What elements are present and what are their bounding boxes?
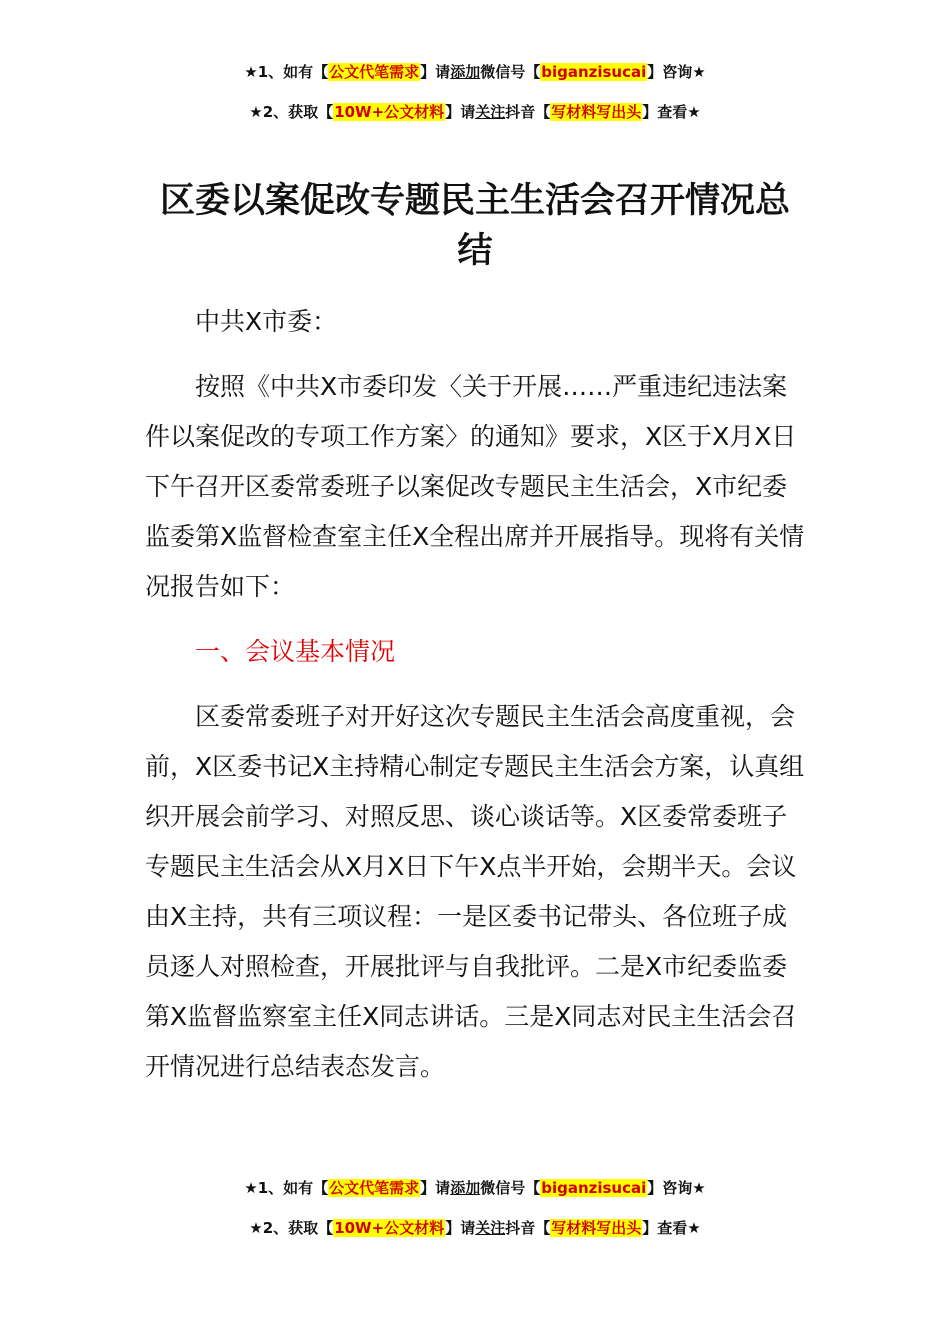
promo-banner-bottom xyxy=(0,1178,950,1258)
promo-highlight: biganzisucai xyxy=(541,1179,647,1197)
promo-line-2 xyxy=(0,102,950,122)
paragraph-intro xyxy=(145,362,810,612)
promo-underlined: 添加 xyxy=(450,1179,481,1197)
promo-text: 微信号【 xyxy=(480,63,541,81)
promo-text: 抖音【 xyxy=(505,103,551,121)
promo-highlight: 公文代笔需求 xyxy=(329,1179,420,1197)
salutation: 中共X市委： xyxy=(195,307,338,336)
promo-highlight: 写材料写出头 xyxy=(551,1219,642,1237)
promo-highlight: biganzisucai xyxy=(541,63,647,81)
promo-text: ★1、如有【 xyxy=(244,63,329,81)
promo-text: 抖音【 xyxy=(505,1219,551,1237)
promo-underlined: 关注 xyxy=(475,1219,506,1237)
paragraph-text: 区委常委班子对开好这次专题民主生活会高度重视，会前，X区委书记X主持精心制定专题民主生活会方案，认真组织开展会前学习、对照反思、谈心谈话等。X区委常委班子专题民主生活会从X月X日下午X点半开始，会期半天。会议由X主持，共有三项议程：一是区委书记带头、各位班子成员逐人对照检查，开展批评与自我批评。二是X市纪委监委第X监督监察室主任X同志讲话。三是X同志对民主生活会召开情况进行总结表态发言。 xyxy=(145,702,805,1081)
promo-text: 】咨询★ xyxy=(647,1179,706,1197)
promo-text: ★2、获取【 xyxy=(249,1219,334,1237)
promo-text: 微信号【 xyxy=(480,1179,541,1197)
promo-banner-top xyxy=(0,62,950,142)
promo-underlined: 添加 xyxy=(450,63,481,81)
promo-text: ★2、获取【 xyxy=(249,103,334,121)
promo-highlight: 写材料写出头 xyxy=(551,103,642,121)
promo-highlight: 公文代笔需求 xyxy=(329,63,420,81)
paragraph-meeting-basics xyxy=(145,692,810,1092)
promo-text: 】请 xyxy=(445,103,476,121)
promo-line-1 xyxy=(0,62,950,82)
document-title: 区委以案促改专题民主生活会召开情况总结 xyxy=(159,181,790,271)
promo-text: 】请 xyxy=(445,1219,476,1237)
promo-line-2 xyxy=(0,1218,950,1238)
promo-highlight: 10W+公文材料 xyxy=(334,103,445,121)
promo-highlight: 10W+公文材料 xyxy=(334,1219,445,1237)
promo-text: 】查看★ xyxy=(642,103,701,121)
promo-underlined: 关注 xyxy=(475,103,506,121)
promo-text: 】请 xyxy=(420,1179,451,1197)
promo-text: ★1、如有【 xyxy=(244,1179,329,1197)
promo-text: 】请 xyxy=(420,63,451,81)
paragraph-text: 按照《中共X市委印发〈关于开展……严重违纪违法案件以案促改的专项工作方案〉的通知》要求，X区于X月X日下午召开区委常委班子以案促改专题民主生活会，X市纪委监委第X监督检查室主任X全程出席并开展指导。现将有关情况报告如下： xyxy=(145,372,805,601)
promo-text: 】咨询★ xyxy=(647,63,706,81)
section-heading-1: 一、会议基本情况 xyxy=(195,637,396,666)
promo-text: 】查看★ xyxy=(642,1219,701,1237)
promo-line-1 xyxy=(0,1178,950,1198)
